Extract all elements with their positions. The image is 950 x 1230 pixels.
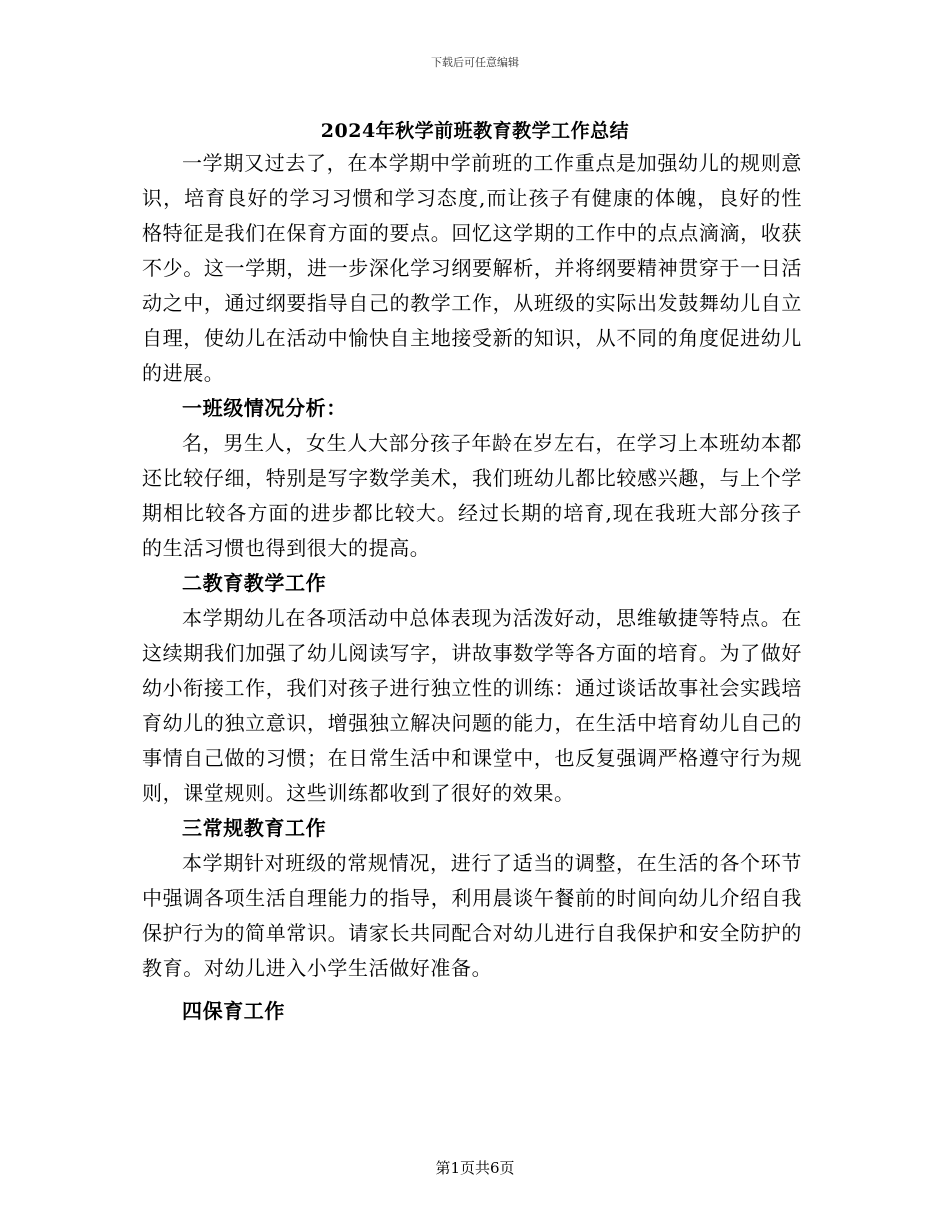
document-body bbox=[142, 146, 802, 1029]
page-number-footer: 第1页共6页 bbox=[435, 1159, 515, 1177]
document-title: 2024年秋学前班教育教学工作总结 bbox=[320, 120, 630, 142]
class-analysis-paragraph: 名，男生人，女生人大部分孩子年龄在岁左右，在学习上本班幼本都还比较仔细，特别是写字数学美术，我们班幼儿都比较感兴趣，与上个学期相比较各方面的进步都比较大。经过长期的培育,现在我班大部分孩子的生活习惯也得到很大的提高。 bbox=[142, 431, 802, 560]
section-heading-care: 四保育工作 bbox=[182, 999, 285, 1023]
section-heading-class-analysis: 一班级情况分析： bbox=[182, 396, 347, 420]
section-heading-routine: 三常规教育工作 bbox=[182, 816, 327, 840]
section-heading-teaching: 二教育教学工作 bbox=[182, 571, 327, 595]
teaching-paragraph: 本学期幼儿在各项活动中总体表现为活泼好动，思维敏捷等特点。在这续期我们加强了幼儿阅读写字，讲故事数学等各方面的培育。为了做好幼小衔接工作，我们对孩子进行独立性的训练：通过谈话故事社会实践培育幼儿的独立意识，增强独立解决问题的能力，在生活中培育幼儿自己的事情自己做的习惯；在日常生活中和课堂中，也反复强调严格遵守行为规则，课堂规则。这些训练都收到了很好的效果。 bbox=[142, 606, 802, 805]
routine-paragraph: 本学期针对班级的常规情况，进行了适当的调整，在生活的各个环节中强调各项生活自理能力的指导，利用晨谈午餐前的时间向幼儿介绍自我保护行为的简单常识。请家长共同配合对幼儿进行自我保护和安全防护的教育。对幼儿进入小学生活做好准备。 bbox=[142, 851, 802, 980]
header-note: 下载后可任意编辑 bbox=[431, 56, 519, 69]
intro-paragraph: 一学期又过去了，在本学期中学前班的工作重点是加强幼儿的规则意识，培育良好的学习习惯和学习态度,而让孩子有健康的体魄，良好的性格特征是我们在保育方面的要点。回忆这学期的工作中的点点滴滴，收获不少。这一学期，进一步深化学习纲要解析，并将纲要精神贯穿于一日活动之中，通过纲要指导自己的教学工作，从班级的实际出发鼓舞幼儿自立自理，使幼儿在活动中愉快自主地接受新的知识，从不同的角度促进幼儿的进展。 bbox=[142, 151, 802, 385]
